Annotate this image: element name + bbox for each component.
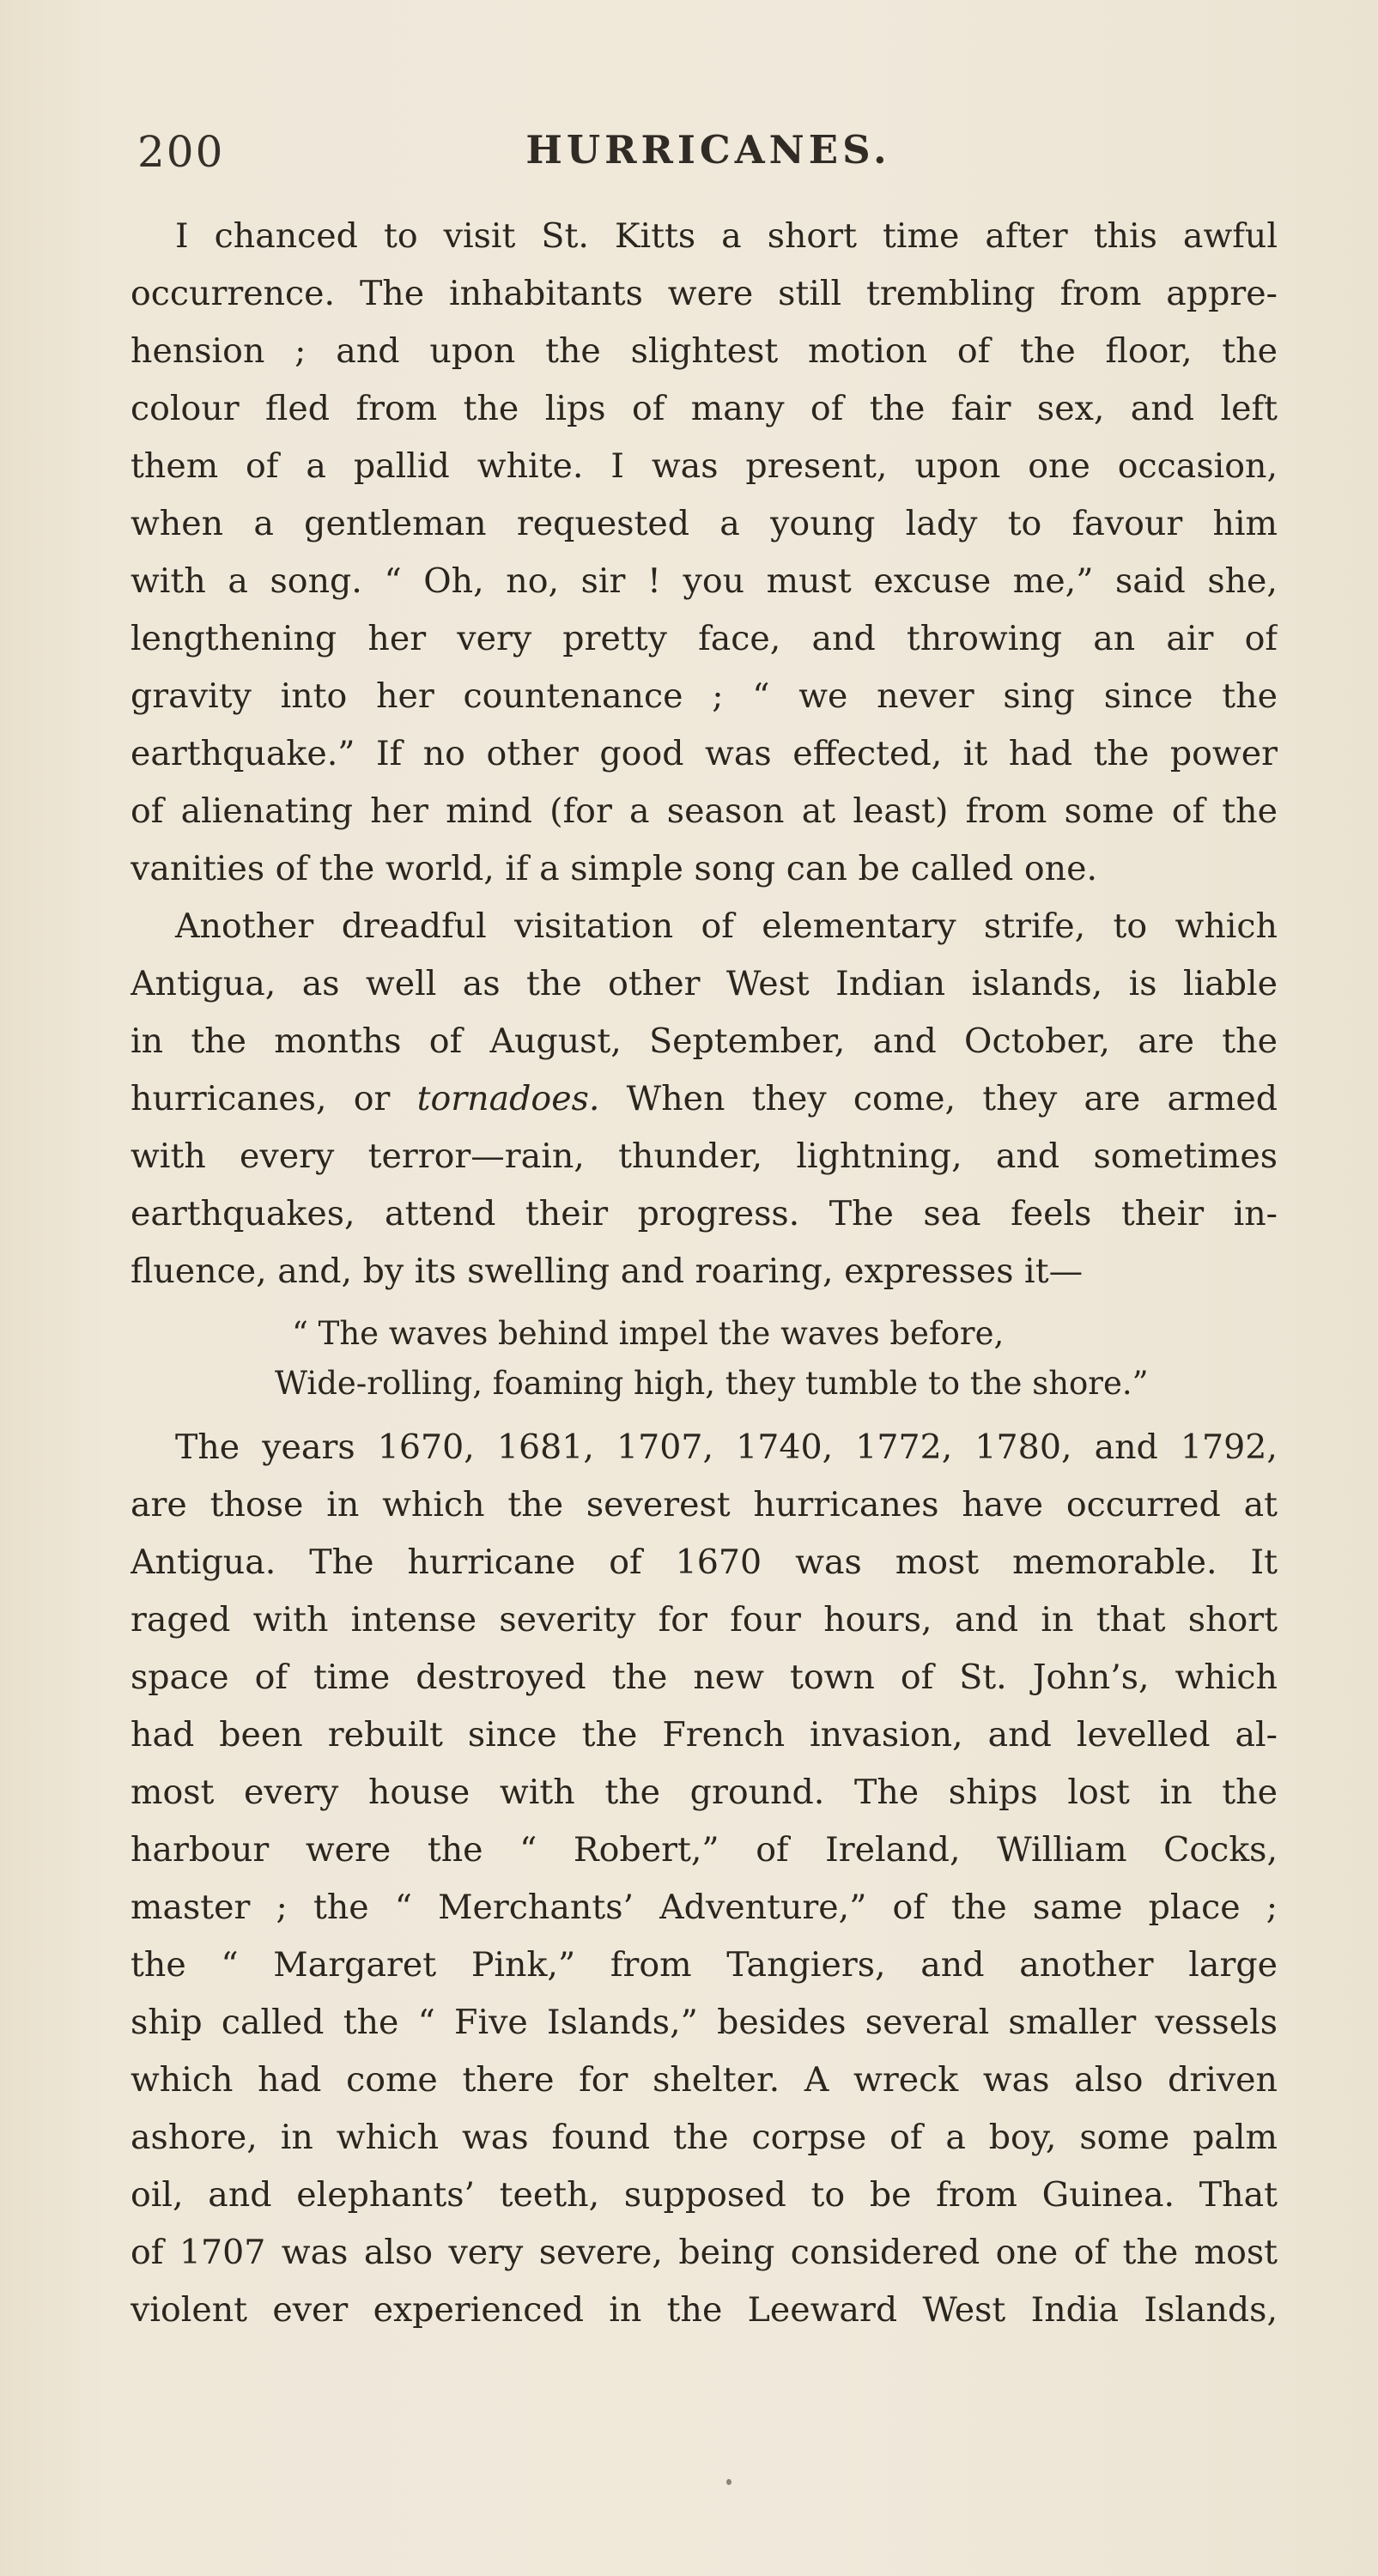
text-line: hension ; and upon the slightest motion of the floor, the: [131, 331, 1278, 371]
text-line: gravity into her countenance ; “ we never sing since the: [131, 676, 1278, 716]
text-line: most every house with the ground. The ships lost in the: [131, 1773, 1278, 1812]
body-text: [131, 208, 1278, 2339]
text-line: vanities of the world, if a simple song can be called one.: [131, 849, 1098, 888]
text-line: with a song. “ Oh, no, sir ! you must excuse me,” said she,: [131, 561, 1278, 601]
text-line: harbour were the “ Robert,” of Ireland, William Cocks,: [131, 1830, 1278, 1870]
text-line: Antigua, as well as the other West Indian islands, is liable: [131, 964, 1278, 1003]
text-line: when a gentleman requested a young lady to favour him: [131, 504, 1278, 543]
text-line: colour fled from the lips of many of the fair sex, and left: [131, 389, 1278, 428]
italic-term: tornadoes.: [416, 1079, 600, 1118]
text-line: Another dreadful visitation of elementary strife, to which: [175, 906, 1278, 946]
text-line: them of a pallid white. I was present, upon one occasion,: [131, 446, 1278, 486]
text-line: I chanced to visit St. Kitts a short time after this awful: [175, 216, 1278, 256]
text-line: oil, and elephants’ teeth, supposed to be from Guinea. That: [131, 2175, 1278, 2215]
text-line: [131, 1070, 1278, 1128]
text-line: fluence, and, by its swelling and roaring, expresses it—: [131, 1252, 1084, 1291]
text-line: which had come there for shelter. A wreck was also driven: [131, 2060, 1278, 2100]
text-line: of alienating her mind (for a season at least) from some of the: [131, 791, 1278, 831]
text-line: master ; the “ Merchants’ Adventure,” of the same place ;: [131, 1888, 1278, 1927]
page-header: [137, 127, 1279, 187]
text-fragment: hurricanes, or: [131, 1079, 391, 1118]
paper-speck: [726, 2479, 731, 2485]
text-line: Antigua. The hurricane of 1670 was most memorable. It: [131, 1543, 1278, 1582]
text-line: are those in which the severest hurricanes have occurred at: [131, 1485, 1278, 1524]
text-fragment: When they come, they are armed: [626, 1079, 1278, 1118]
text-line: earthquake.” If no other good was effected, it had the power: [131, 734, 1278, 773]
text-line: with every terror—rain, thunder, lightning, and sometimes: [131, 1136, 1278, 1176]
text-line: had been rebuilt since the French invasion, and levelled al-: [131, 1715, 1278, 1755]
text-line: ship called the “ Five Islands,” besides several smaller vessels: [131, 2003, 1278, 2042]
text-line: in the months of August, September, and October, are the: [131, 1021, 1278, 1061]
text-line: the “ Margaret Pink,” from Tangiers, and another large: [131, 1945, 1278, 1985]
verse-line: Wide-rolling, foaming high, they tumble to the shore.”: [275, 1365, 1149, 1402]
text-line: raged with intense severity for four hours, and in that short: [131, 1600, 1278, 1640]
page-number: 200: [137, 127, 225, 177]
text-line: violent ever experienced in the Leeward West India Islands,: [131, 2290, 1278, 2330]
text-line: of 1707 was also very severe, being considered one of the most: [131, 2233, 1278, 2272]
text-line: earthquakes, attend their progress. The sea feels their in-: [131, 1194, 1278, 1233]
text-line: space of time destroyed the new town of St. John’s, which: [131, 1658, 1278, 1697]
text-line: The years 1670, 1681, 1707, 1740, 1772, 1780, and 1792,: [175, 1427, 1278, 1467]
text-line: occurrence. The inhabitants were still trembling from appre-: [131, 274, 1278, 313]
running-title: HURRICANES.: [525, 127, 891, 173]
text-line: ashore, in which was found the corpse of a boy, some palm: [131, 2118, 1278, 2157]
verse-line: “ The waves behind impel the waves before,: [292, 1315, 1005, 1352]
text-line: lengthening her very pretty face, and throwing an air of: [131, 619, 1278, 658]
